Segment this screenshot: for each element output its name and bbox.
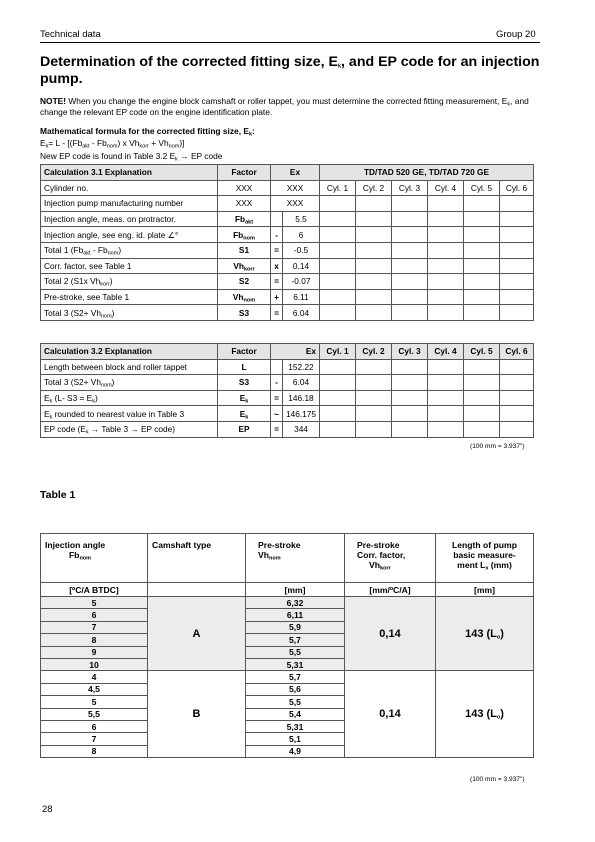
corr-factor-cell: 0,14 [345,597,436,671]
ex-cell: 6.11 [283,289,320,305]
column-header: Cyl. 2 [356,344,392,360]
cyl-input-cell[interactable] [464,390,500,406]
ex-cell: XXX [271,180,320,196]
cyl-input-cell[interactable] [356,406,392,422]
cyl-input-cell[interactable] [428,258,464,274]
cyl-input-cell[interactable] [392,289,428,305]
ex-cell: 6.04 [283,375,320,391]
prestroke-cell: 5,5 [246,646,345,658]
cyl-input-cell[interactable] [464,421,500,437]
note-paragraph: NOTE! When you change the engine block camshaft or roller tappet, you must determine the corrected fitting measurement, $E_k$, and change the relevant EP code on the engine identification plate. [40,96,529,117]
operator-cell: = [271,421,283,437]
cyl-input-cell[interactable] [428,289,464,305]
operator-cell: x [271,258,283,274]
formula-ep-line: New EP code is found in Table 3.2 $E_k$ → EP code [40,151,223,163]
ex-cell: 344 [283,421,320,437]
column-header: Ex [271,165,320,181]
cyl-input-cell[interactable] [356,390,392,406]
header-divider [40,42,540,43]
table-header-row [41,344,534,360]
operator-cell: = [271,242,283,258]
cyl-input-cell[interactable] [392,211,428,227]
prestroke-cell: 6,32 [246,597,345,609]
ex-cell: 5.5 [283,211,320,227]
column-header: Factor [218,344,271,360]
table-1 [40,533,534,758]
row-label: Total 3 $(S2+ Vh_{nom})$ [41,305,218,321]
cyl-input-cell[interactable] [464,375,500,391]
cyl-input-cell[interactable] [320,421,356,437]
cyl-input-cell[interactable] [320,211,356,227]
table-row [41,180,534,196]
cyl-input-cell[interactable] [356,289,392,305]
camshaft-type-cell: B [148,671,246,758]
prestroke-cell: 5,1 [246,733,345,745]
cyl-input-cell[interactable] [320,274,356,290]
row-label: Injection pump manufacturing number [41,196,218,212]
column-header: TD/TAD 520 GE, TD/TAD 720 GE [320,165,534,181]
table-header-row [41,534,534,583]
cyl-input-cell[interactable] [428,390,464,406]
corr-factor-cell: 0,14 [345,671,436,758]
table-row [41,289,534,305]
column-header: Injection angle $Fb_{nom}$ [41,534,148,583]
table-1-title: Table 1 [40,489,76,501]
column-header: Length of pump basic measure- ment $L_x$ (mm) [436,534,534,583]
cyl-input-cell[interactable] [428,375,464,391]
prestroke-cell: 5,6 [246,683,345,695]
cyl-input-cell[interactable] [392,242,428,258]
table-row [41,390,534,406]
cyl-input-cell[interactable] [320,289,356,305]
table-row [41,597,534,609]
table-row [41,227,534,243]
ex-cell: XXX [271,196,320,212]
factor-cell: S2 [218,274,271,290]
cyl-input-cell[interactable] [320,242,356,258]
factor-cell: $Vh_{nom}$ [218,289,271,305]
cyl-input-cell[interactable] [500,258,534,274]
cyl-input-cell[interactable] [464,227,500,243]
cyl-input-cell[interactable] [464,359,500,375]
cyl-input-cell[interactable] [428,359,464,375]
cyl-label: Cyl. 1 [320,180,356,196]
ex-cell: 6.04 [283,305,320,321]
factor-cell: EP [218,421,271,437]
cyl-input-cell[interactable] [500,289,534,305]
operator-cell: - [271,227,283,243]
cyl-input-cell[interactable] [356,242,392,258]
cyl-input-cell[interactable] [500,406,534,422]
angle-cell: 5,5 [41,708,148,720]
table-1-unit-footnote: (100 mm = 3.937") [470,776,525,783]
operator-cell: ~ [271,406,283,422]
unit-cell: [mm] [436,583,534,597]
table-row [41,359,534,375]
cyl-input-cell[interactable] [464,274,500,290]
cyl-input-cell[interactable] [428,406,464,422]
prestroke-cell: 5,31 [246,658,345,670]
factor-cell: $Vh_{korr}$ [218,258,271,274]
cyl-input-cell[interactable] [392,390,428,406]
cyl-input-cell[interactable] [392,274,428,290]
cyl-input-cell[interactable] [356,227,392,243]
cyl-input-cell[interactable] [320,258,356,274]
column-header: Cyl. 6 [500,344,534,360]
angle-cell: 9 [41,646,148,658]
cyl-input-cell[interactable] [392,421,428,437]
ex-cell: 0.14 [283,258,320,274]
cyl-label: Cyl. 5 [464,180,500,196]
cyl-input-cell[interactable] [320,390,356,406]
cyl-input-cell[interactable] [428,242,464,258]
cyl-input-cell[interactable] [320,227,356,243]
angle-cell: 5 [41,696,148,708]
angle-cell: 4 [41,671,148,683]
factor-cell: S1 [218,242,271,258]
factor-cell: S3 [218,375,271,391]
column-header: Cyl. 3 [392,344,428,360]
cyl-input-cell[interactable] [500,305,534,321]
angle-cell: 10 [41,658,148,670]
prestroke-cell: 5,5 [246,696,345,708]
row-label: Corr. factor, see Table 1 [41,258,218,274]
column-header: Pre-stroke Corr. factor, $Vh_{korr}$ [345,534,436,583]
cyl-label: Cyl. 2 [356,180,392,196]
cyl-input-cell[interactable] [464,289,500,305]
length-cell: 143 $(L_o)$ [436,671,534,758]
cyl-input-cell[interactable] [320,406,356,422]
column-header: Ex [271,344,320,360]
row-label: Injection angle, meas. on protractor. [41,211,218,227]
unit-cell: [ºC/A BTDC] [41,583,148,597]
ex-cell: -0.5 [283,242,320,258]
cyl-input-cell[interactable] [464,258,500,274]
cyl-input-cell[interactable] [356,258,392,274]
cyl-input-cell[interactable] [428,274,464,290]
cyl-input-cell[interactable] [464,211,500,227]
cyl-input-cell[interactable] [500,242,534,258]
cyl-input-cell[interactable] [320,305,356,321]
cyl-label: Cyl. 6 [500,180,534,196]
prestroke-cell: 4,9 [246,745,345,757]
angle-cell: 8 [41,745,148,757]
cyl-input-cell[interactable] [428,227,464,243]
table-row [41,242,534,258]
table-row [41,196,534,212]
cyl-label: Cyl. 3 [392,180,428,196]
cyl-label: Cyl. 4 [428,180,464,196]
row-label: Length between block and roller tappet [41,359,218,375]
table-row [41,211,534,227]
unit-cell [148,583,246,597]
factor-cell: $E_k$ [218,406,271,422]
table-row [41,406,534,422]
cyl-input-cell[interactable] [428,305,464,321]
column-header: Calculation 3.2 Explanation [41,344,218,360]
column-header: Pre-stroke $Vh_{nom}$ [246,534,345,583]
factor-cell: $Fb_{akt}$ [218,211,271,227]
factor-cell: XXX [218,180,271,196]
cyl-input-cell[interactable] [356,305,392,321]
cyl-input-cell[interactable] [392,375,428,391]
ex-cell: -0.07 [283,274,320,290]
cyl-input-cell[interactable] [428,421,464,437]
operator-cell [271,211,283,227]
operator-cell: = [271,305,283,321]
cyl-input-cell[interactable] [500,274,534,290]
cyl-input-cell[interactable] [356,274,392,290]
length-cell: 143 $(L_o)$ [436,597,534,671]
header-section-label: Technical data [40,29,101,40]
table-header-row [41,165,534,181]
table-row [41,258,534,274]
cyl-input-cell[interactable] [320,196,356,212]
cyl-input-cell[interactable] [464,196,500,212]
angle-cell: 4,5 [41,683,148,695]
factor-cell: S3 [218,305,271,321]
cyl-input-cell[interactable] [464,242,500,258]
cyl-input-cell[interactable] [392,258,428,274]
ex-cell: 152.22 [283,359,320,375]
page-number: 28 [42,804,53,815]
cyl-input-cell[interactable] [500,211,534,227]
cyl-input-cell[interactable] [464,305,500,321]
row-label: Injection angle, see eng. id. plate ∠° [41,227,218,243]
column-header: Factor [218,165,271,181]
prestroke-cell: 5,31 [246,720,345,732]
cyl-input-cell[interactable] [320,375,356,391]
factor-cell: $Fb_{nom}$ [218,227,271,243]
column-header: Cyl. 4 [428,344,464,360]
column-header: Cyl. 1 [320,344,356,360]
operator-cell: - [271,375,283,391]
row-label: $E_k$ (L- $S3 = E_k$) [41,390,218,406]
operator-cell: = [271,274,283,290]
column-header: Camshaft type [148,534,246,583]
cyl-input-cell[interactable] [356,359,392,375]
unit-footnote: (100 mm = 3.937") [470,443,525,450]
cyl-input-cell[interactable] [500,390,534,406]
unit-cell: [mm] [246,583,345,597]
prestroke-cell: 5,7 [246,671,345,683]
cyl-input-cell[interactable] [428,196,464,212]
row-label: Cylinder no. [41,180,218,196]
table-row [41,305,534,321]
cyl-input-cell[interactable] [356,375,392,391]
operator-cell [271,359,283,375]
column-header: Calculation 3.1 Explanation [41,165,218,181]
prestroke-cell: 5,4 [246,708,345,720]
table-row [41,671,534,683]
table-row [41,375,534,391]
row-label: Total 2 (S1x $Vh_{korr}$) [41,274,218,290]
operator-cell: = [271,390,283,406]
formula-heading: Mathematical formula for the corrected fitting size, $E_k$: [40,126,255,138]
calculation-3-1-table [40,164,534,321]
calculation-3-2-table [40,343,534,438]
page-title: Determination of the corrected fitting size, $E_k$, and EP code for an injection pump. [40,54,540,87]
angle-cell: 7 [41,733,148,745]
cyl-input-cell[interactable] [392,406,428,422]
cyl-input-cell[interactable] [500,375,534,391]
cyl-input-cell[interactable] [320,359,356,375]
angle-cell: 7 [41,621,148,633]
ex-cell: 6 [283,227,320,243]
prestroke-cell: 6,11 [246,609,345,621]
cyl-input-cell[interactable] [500,196,534,212]
cyl-input-cell[interactable] [356,196,392,212]
row-label: $E_k$ rounded to nearest value in Table 3 [41,406,218,422]
row-label: Total 1 $(Fb_{akt} - Fb_{nom})$ [41,242,218,258]
angle-cell: 6 [41,720,148,732]
ex-cell: 146.18 [283,390,320,406]
cyl-input-cell[interactable] [356,421,392,437]
ex-cell: 146.175 [283,406,320,422]
row-label: Total 3 $(S2+ Vh_{nom})$ [41,375,218,391]
table-row [41,421,534,437]
cyl-input-cell[interactable] [392,359,428,375]
prestroke-cell: 5,9 [246,621,345,633]
column-header: Cyl. 5 [464,344,500,360]
cyl-input-cell[interactable] [392,196,428,212]
header-group-label: Group 20 [496,29,536,40]
row-label: Pre-stroke, see Table 1 [41,289,218,305]
factor-cell: XXX [218,196,271,212]
table-row [41,274,534,290]
prestroke-cell: 5,7 [246,634,345,646]
angle-cell: 5 [41,597,148,609]
cyl-input-cell[interactable] [356,211,392,227]
factor-cell: L [218,359,271,375]
angle-cell: 8 [41,634,148,646]
cyl-input-cell[interactable] [500,421,534,437]
operator-cell: + [271,289,283,305]
units-row [41,583,534,597]
formula-line: $E_k= L - [(Fb_{akt} - Fb_{nom})$ x $Vh_{korr} + Vh_{nom}$)] [40,138,185,150]
cyl-input-cell[interactable] [500,359,534,375]
angle-cell: 6 [41,609,148,621]
cyl-input-cell[interactable] [500,227,534,243]
cyl-input-cell[interactable] [464,406,500,422]
cyl-input-cell[interactable] [392,227,428,243]
cyl-input-cell[interactable] [392,305,428,321]
factor-cell: $E_k$ [218,390,271,406]
unit-cell: [mm/ºC/A] [345,583,436,597]
camshaft-type-cell: A [148,597,246,671]
cyl-input-cell[interactable] [428,211,464,227]
row-label: EP code ($E_k$ → Table 3 → EP code) [41,421,218,437]
